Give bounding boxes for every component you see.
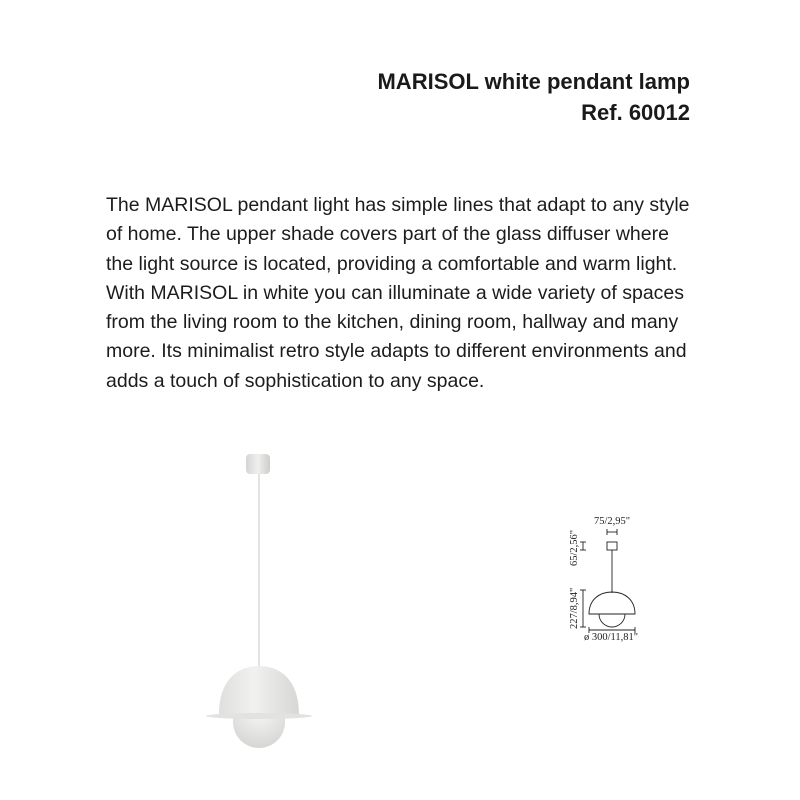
lamp-photo	[200, 450, 320, 790]
diagram-shade	[589, 592, 635, 614]
product-description: The MARISOL pendant light has simple lines that adapt to any style of home. The upper shade covers part of the glass diffuser where the light source is located, providing a comfortable and warm light. With MARISOL in white you can illuminate a wide variety of spaces from the living room to the kitchen, dining room, hallway and many more. Its minimalist retro style adapts to different environments and adds a touch of sophistication to any space.	[106, 194, 690, 392]
dim-diameter: ø 300/11,81"	[584, 632, 639, 643]
product-reference: Ref. 60012	[581, 100, 690, 125]
diagram-globe	[599, 614, 625, 627]
dim-shade-height: 227/8,94"	[569, 587, 580, 629]
lamp-shade	[206, 666, 312, 716]
product-title: MARISOL white pendant lamp	[377, 69, 690, 94]
dim-canopy-height: 65/2,56"	[569, 529, 580, 566]
diagram-canopy	[607, 542, 617, 550]
product-title-block	[377, 66, 690, 128]
dim-canopy-width: 75/2,95"	[594, 516, 631, 527]
lamp-canopy	[246, 454, 270, 474]
